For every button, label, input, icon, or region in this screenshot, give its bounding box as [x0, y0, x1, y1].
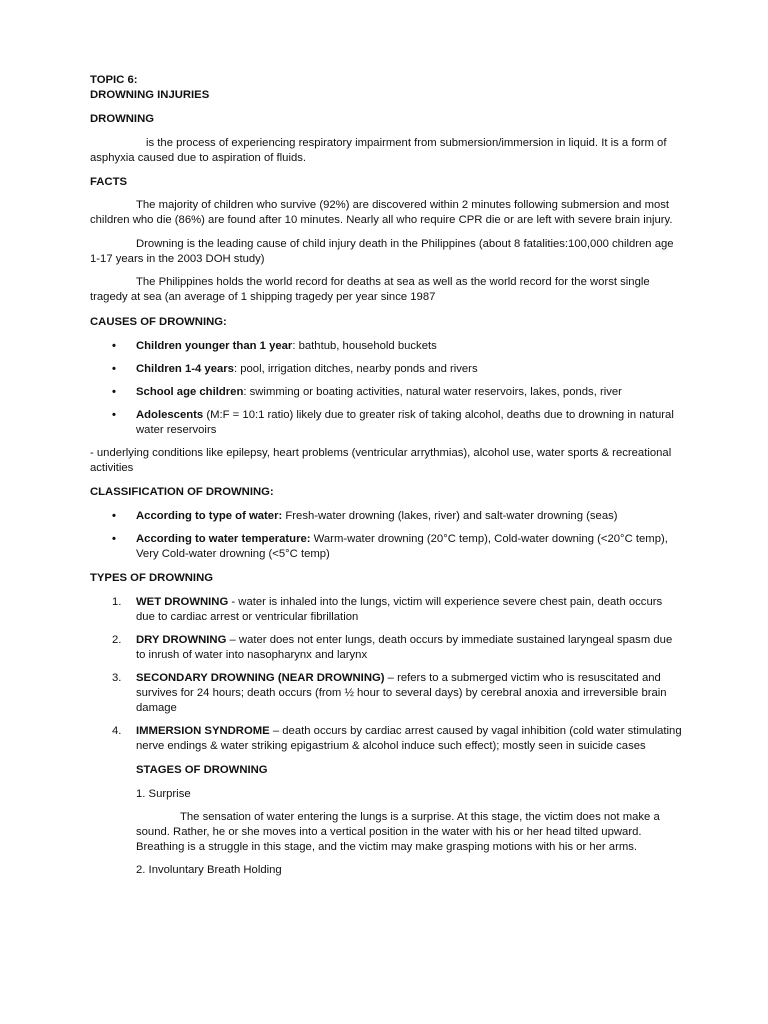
cause-label: School age children	[136, 386, 244, 398]
list-item	[90, 339, 682, 354]
item-number: 3.	[112, 672, 122, 684]
bullet: •	[112, 510, 116, 522]
topic-label: TOPIC 6:	[90, 74, 138, 86]
item-number: 1.	[112, 596, 122, 608]
classification-heading: CLASSIFICATION OF DROWNING:	[90, 486, 274, 498]
classification-list	[90, 509, 682, 562]
stages-heading: STAGES OF DROWNING	[136, 764, 268, 776]
list-item	[90, 362, 682, 377]
bullet: •	[112, 409, 116, 421]
stage-2-title: 2. Involuntary Breath Holding	[136, 864, 282, 876]
types-list	[90, 595, 682, 754]
drowning-definition: is the process of experiencing respiratory impairment from submersion/immersion in liquid. It is a form of asphyxia caused due to aspiration of fluids.	[90, 137, 667, 164]
list-item	[90, 595, 682, 625]
bullet: •	[112, 386, 116, 398]
type-text: – refers to a submerged victim who is resuscitated and survives for 24 hours; death occurs (from ½ hour to several days) by cerebral anoxia and irreversible brain damage	[136, 672, 667, 714]
types-heading: TYPES OF DROWNING	[90, 572, 214, 584]
cause-text: : pool, irrigation ditches, nearby ponds and rivers	[233, 363, 478, 375]
classification-text: Fresh-water drowning (lakes, river) and salt-water drowning (seas)	[282, 510, 618, 522]
cause-text: (M:F = 10:1 ratio) likely due to greater risk of taking alcohol, deaths due to drowning in natural water reservoirs	[136, 409, 674, 436]
list-item	[90, 408, 682, 438]
list-item	[90, 633, 682, 663]
type-label: IMMERSION SYNDROME	[136, 725, 270, 737]
type-text: – water does not enter lungs, death occurs by immediate sustained laryngeal spasm due to inrush of water into nasopharynx and larynx	[136, 634, 673, 661]
list-item	[90, 509, 682, 524]
facts-paragraph-3: The Philippines holds the world record for deaths at sea as well as the world record for the worst single tragedy at sea (an average of 1 shipping tragedy per year since 1987	[90, 276, 650, 303]
classification-text: Warm-water drowning (20°C temp), Cold-water downing (<20°C temp), Very Cold-water drowning (<5°C temp)	[136, 533, 668, 560]
type-label: WET DROWNING	[136, 596, 229, 608]
facts-paragraph-2: Drowning is the leading cause of child injury death in the Philippines (about 8 fatalities:100,000 children age 1-17 years in the 2003 DOH study)	[90, 238, 674, 265]
type-label: DRY DROWNING	[136, 634, 227, 646]
type-text: – death occurs by cardiac arrest caused by vagal inhibition (cold water stimulating nerve endings & water striking epigastrium & alcohol induce such effect); mostly seen in suicide cases	[136, 725, 682, 752]
causes-heading: CAUSES OF DROWNING:	[90, 316, 227, 328]
bullet: •	[112, 363, 116, 375]
classification-label: According to water temperature:	[136, 533, 311, 545]
list-item	[90, 385, 682, 400]
list-item	[90, 671, 682, 716]
causes-list	[90, 339, 682, 438]
type-label: SECONDARY DROWNING (NEAR DROWNING)	[136, 672, 385, 684]
drowning-heading: DROWNING	[90, 113, 155, 125]
stage-1-title: 1. Surprise	[136, 788, 191, 800]
cause-text: : swimming or boating activities, natural water reservoirs, lakes, ponds, river	[243, 386, 622, 398]
type-text: - water is inhaled into the lungs, victim will experience severe chest pain, death occurs due to cardiac arrest or ventricular fibrillation	[136, 596, 663, 623]
classification-label: According to type of water:	[136, 510, 283, 522]
item-number: 4.	[112, 725, 122, 737]
facts-paragraph-1: The majority of children who survive (92%) are discovered within 2 minutes following submersion and most children who die (86%) are found after 10 minutes. Nearly all who require CPR die or are left with severe brain injury.	[90, 199, 673, 226]
stages-section	[90, 763, 682, 878]
stage-1-text: The sensation of water entering the lungs is a surprise. At this stage, the victim does not make a sound. Rather, he or she moves into a vertical position in the water with his or her head tilted upward. Breathing is a struggle in this stage, and the victim may make grasping motions with his or her arms.	[136, 811, 660, 853]
document-page	[90, 73, 682, 878]
list-item	[90, 724, 682, 754]
bullet: •	[112, 340, 116, 352]
cause-text: : bathtub, household buckets	[292, 340, 437, 352]
facts-heading: FACTS	[90, 176, 128, 188]
cause-label: Adolescents	[136, 409, 204, 421]
bullet: •	[112, 533, 116, 545]
causes-note: - underlying conditions like epilepsy, heart problems (ventricular arrythmias), alcohol use, water sports & recreational activities	[90, 447, 672, 474]
list-item	[90, 532, 682, 562]
item-number: 2.	[112, 634, 122, 646]
cause-label: Children younger than 1 year	[136, 340, 293, 352]
cause-label: Children 1-4 years	[136, 363, 234, 375]
page-title: DROWNING INJURIES	[90, 89, 210, 101]
